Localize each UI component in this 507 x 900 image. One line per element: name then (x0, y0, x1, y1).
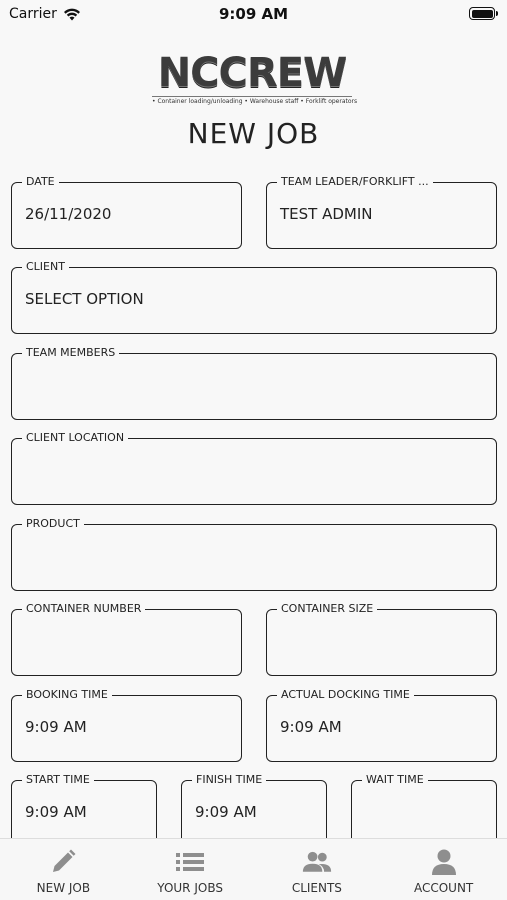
start-time-label: START TIME (22, 773, 94, 786)
carrier-name: Carrier (9, 6, 57, 22)
finish-time-label: FINISH TIME (192, 773, 266, 786)
booking-time-value: 9:09 AM (25, 718, 87, 736)
date-value: 26/11/2020 (25, 205, 112, 223)
product-field[interactable] (11, 517, 497, 591)
page-title: NEW JOB (187, 117, 320, 150)
team-leader-value: TEST ADMIN (280, 205, 373, 223)
date-field[interactable] (11, 175, 242, 249)
tab-bar (0, 838, 507, 900)
finish-time-field[interactable] (181, 773, 327, 847)
pencil-icon (49, 848, 77, 876)
logo (152, 50, 358, 110)
client-select[interactable] (11, 260, 497, 334)
tab-account[interactable] (380, 839, 507, 900)
tab-your-jobs-label: YOUR JOBS (157, 881, 223, 895)
booking-time-label: BOOKING TIME (22, 688, 112, 701)
battery-icon (469, 7, 495, 20)
tab-new-job[interactable] (0, 839, 127, 900)
finish-time-value: 9:09 AM (195, 803, 257, 821)
date-label: DATE (22, 175, 59, 188)
tab-clients-label: CLIENTS (291, 881, 342, 895)
actual-docking-time-value: 9:09 AM (280, 718, 342, 736)
client-value: SELECT OPTION (25, 290, 144, 308)
status-time: 9:09 AM (218, 5, 289, 23)
logo-tagline: • Container loading/unloading • Warehouse staff • Forklift operators (152, 98, 358, 105)
product-label: PRODUCT (22, 517, 84, 530)
container-number-label: CONTAINER NUMBER (22, 602, 145, 615)
booking-time-field[interactable] (11, 688, 242, 762)
client-label: CLIENT (22, 260, 69, 273)
tab-clients[interactable] (254, 839, 381, 900)
container-size-field[interactable] (266, 602, 497, 676)
tab-your-jobs[interactable] (127, 839, 254, 900)
people-icon (302, 849, 332, 875)
team-leader-label: TEAM LEADER/FORKLIFT ... (277, 175, 433, 188)
logo-wordmark: NCCREW (157, 50, 347, 96)
client-location-label: CLIENT LOCATION (22, 431, 128, 444)
list-icon (175, 850, 205, 874)
container-size-label: CONTAINER SIZE (277, 602, 377, 615)
person-icon (430, 848, 458, 876)
client-location-field[interactable] (11, 431, 497, 505)
team-members-label: TEAM MEMBERS (22, 346, 119, 359)
status-bar (0, 0, 507, 30)
tab-account-label: ACCOUNT (413, 881, 474, 895)
actual-docking-time-label: ACTUAL DOCKING TIME (277, 688, 414, 701)
wait-time-field[interactable] (351, 773, 497, 847)
actual-docking-time-field[interactable] (266, 688, 497, 762)
team-members-field[interactable] (11, 346, 497, 420)
team-leader-field[interactable] (266, 175, 497, 249)
container-number-field[interactable] (11, 602, 242, 676)
start-time-field[interactable] (11, 773, 157, 847)
start-time-value: 9:09 AM (25, 803, 87, 821)
wait-time-label: WAIT TIME (362, 773, 428, 786)
tab-new-job-label: NEW JOB (36, 881, 91, 895)
